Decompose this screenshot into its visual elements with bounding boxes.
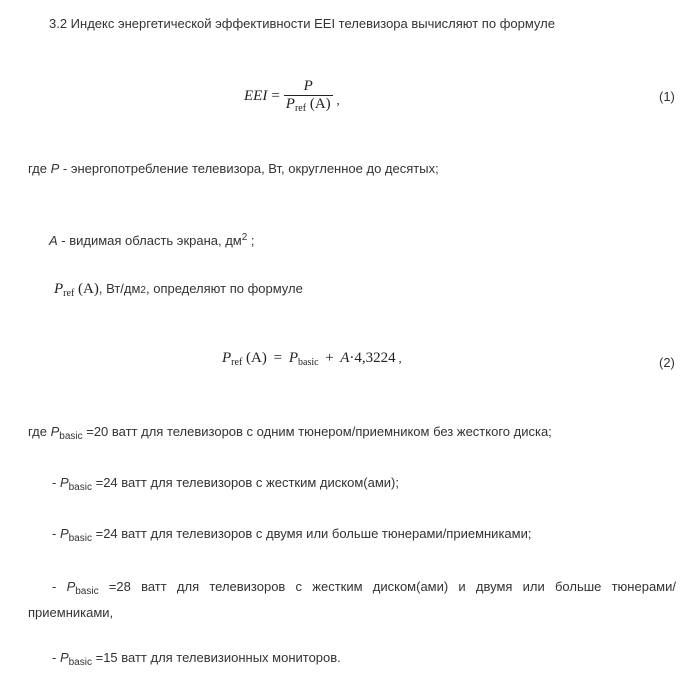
var-p: P — [59, 526, 69, 541]
den-p: P — [285, 96, 295, 112]
formula1-comma: , — [336, 93, 340, 107]
f2-plus: + — [325, 350, 334, 366]
definition-a-tail: ; — [247, 233, 255, 248]
basic-sub: basic — [68, 482, 92, 493]
pref-sub: ref — [63, 288, 75, 299]
formula-eei — [244, 74, 340, 118]
var-p: P — [50, 424, 60, 439]
where-prefix: где — [28, 424, 51, 439]
f2-p-basic: P — [288, 350, 298, 366]
var-p: P — [59, 475, 69, 490]
var-p: P — [66, 579, 76, 594]
superscript-2: 2 — [140, 285, 146, 296]
formula1-numerator: P — [303, 78, 313, 94]
var-p: P — [50, 161, 60, 176]
den-sub: ref — [294, 103, 307, 114]
dash: - — [52, 526, 60, 541]
f2-equals: = — [273, 350, 283, 366]
var-a: A — [49, 233, 58, 248]
f2-arg: (A) — [246, 350, 267, 366]
basic-sub: basic — [59, 431, 83, 442]
basic-item-text: =15 ватт для телевизионных мониторов. — [91, 650, 341, 665]
var-p: P — [59, 650, 69, 665]
basic-item-1 — [28, 424, 552, 442]
definition-a-text: - видимая область экрана, дм — [57, 233, 242, 248]
formula1-equals: = — [271, 87, 280, 104]
pref-tail: , определяют по формуле — [145, 281, 303, 296]
basic-item-2 — [52, 475, 399, 493]
pref-p: P — [54, 281, 64, 297]
basic-item-text: =24 ватт для телевизоров с жестким диском(ами); — [91, 475, 399, 490]
section-heading — [49, 16, 555, 31]
f2-p: P — [222, 350, 232, 366]
where-prefix: где — [28, 161, 51, 176]
basic-item-text: =20 ватт для телевизоров с одним тюнером/приемником без жесткого диска; — [82, 424, 552, 439]
basic-item-4-continuation: приемниками, — [28, 605, 114, 620]
basic-item-text: =28 ватт для телевизоров с жестким диском(ами) и двумя или больше тюнерами/ — [98, 579, 676, 594]
definition-p — [28, 161, 439, 176]
formula-pref — [222, 350, 402, 368]
definition-pref — [54, 281, 303, 299]
basic-item-4-line1 — [28, 576, 676, 602]
f2-constant: 4,3224 — [354, 350, 396, 366]
f2-sub: ref — [231, 357, 243, 368]
f2-a: A — [340, 350, 350, 366]
heading-text: 3.2 Индекс энергетической эффективности EEI телевизора вычисляют по формуле — [49, 16, 555, 31]
dash: - — [52, 475, 60, 490]
f2-comma: , — [398, 351, 402, 365]
formula1-lhs: EEI — [244, 87, 268, 104]
basic-item-4 — [28, 576, 676, 623]
formula1-denominator — [284, 96, 333, 114]
formula1-fraction — [284, 78, 333, 114]
basic-item-5 — [52, 650, 341, 668]
pref-arg: (A) — [78, 281, 99, 297]
basic-sub: basic — [75, 586, 99, 597]
den-arg: (A) — [309, 96, 331, 112]
f2-sub-basic: basic — [298, 357, 319, 368]
pref-unit-text: , Вт/дм — [98, 281, 141, 296]
definition-a — [49, 232, 255, 248]
basic-item-text: =24 ватт для телевизоров с двумя или больше тюнерами/приемниками; — [91, 526, 532, 541]
equation-number-2: (2) — [659, 355, 675, 370]
superscript-2: 2 — [241, 232, 248, 243]
basic-sub: basic — [68, 533, 92, 544]
equation-number-1: (1) — [659, 89, 675, 104]
definition-p-text: - энергопотребление телевизора, Вт, округленное до десятых; — [59, 161, 439, 176]
dash: - — [52, 650, 60, 665]
basic-item-3 — [52, 526, 531, 544]
dash: - — [52, 579, 67, 594]
f2-dot: · — [349, 350, 355, 366]
basic-sub: basic — [68, 657, 92, 668]
pref-symbol — [54, 281, 99, 299]
